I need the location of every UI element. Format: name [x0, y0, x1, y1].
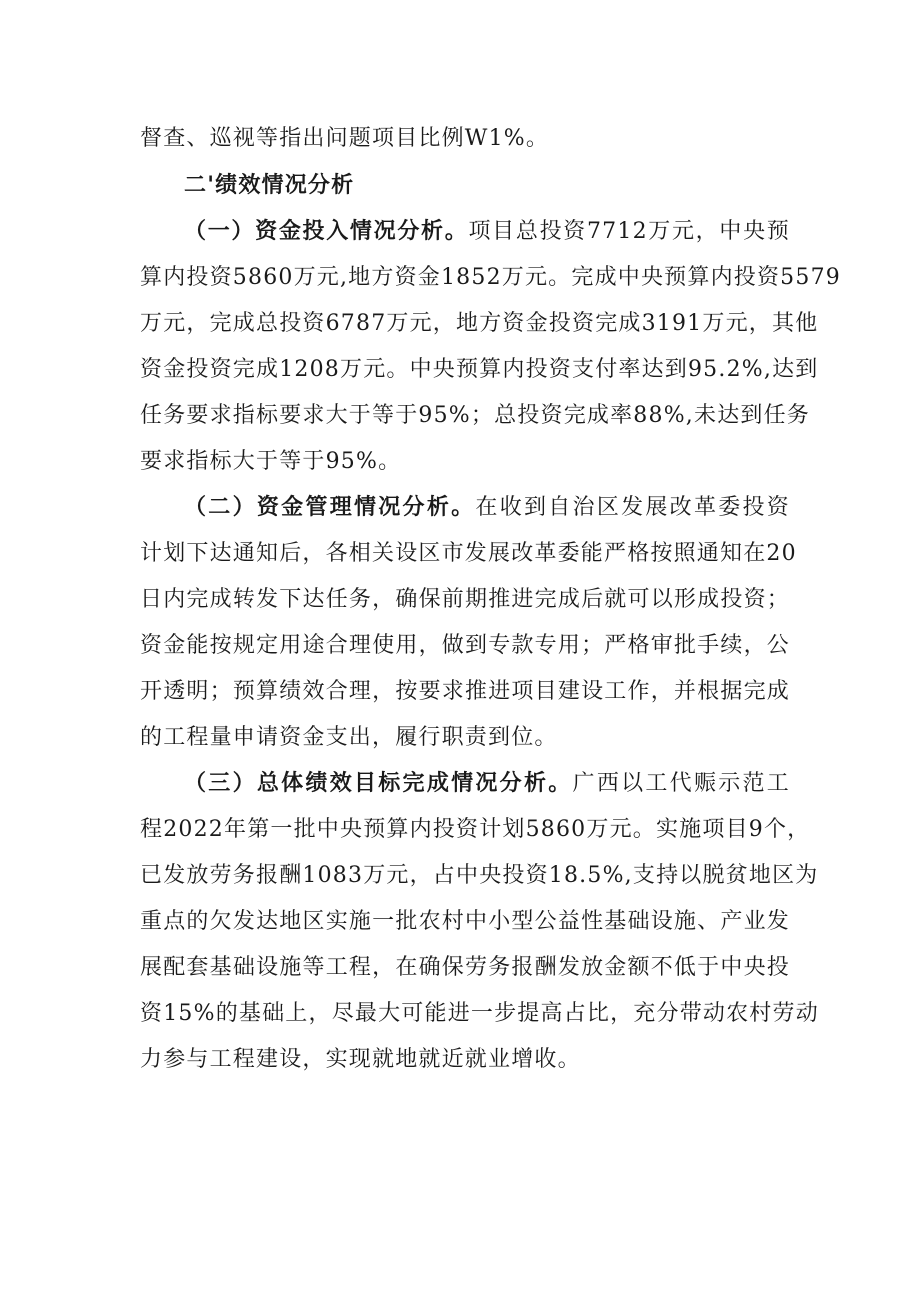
- section-heading: 二'绩效情况分析: [184, 173, 355, 198]
- paragraph-1-line: 任务要求指标要求大于等于95%；总投资完成率88%,未达到任务: [140, 403, 810, 428]
- paragraph-3-line: 重点的欠发达地区实施一批农村中小型公益性基础设施、产业发: [140, 909, 790, 934]
- paragraph-1-line: 算内投资5860万元,地方资金1852万元。完成中央预算内投资5579: [140, 265, 841, 290]
- paragraph-3-line: 展配套基础设施等工程，在确保劳务报酬发放金额不低于中央投: [140, 955, 790, 980]
- paragraph-1-lead: （一）资金投入情况分析。: [184, 219, 469, 244]
- paragraph-2-lead: （二）资金管理情况分析。: [184, 495, 476, 520]
- paragraph-2-line: 的工程量申请资金支出，履行职责到位。: [140, 725, 558, 750]
- paragraph-1-first-text: 项目总投资7712万元，中央预: [468, 219, 790, 244]
- paragraph-3-line: 程2022年第一批中央预算内投资计划5860万元。实施项目9个，: [140, 817, 811, 842]
- paragraph-2-line: 资金能按规定用途合理使用，做到专款专用；严格审批手续，公: [140, 633, 790, 658]
- paragraph-3-lead: （三）总体绩效目标完成情况分析。: [184, 771, 573, 796]
- paragraph-3-line: 资15%的基础上，尽最大可能进一步提高占比，充分带动农村劳动: [140, 1001, 819, 1026]
- paragraph-3-line: 已发放劳务报酬1083万元，占中央投资18.5%,支持以脱贫地区为: [140, 863, 819, 888]
- paragraph-2-first-line: [184, 493, 790, 523]
- paragraph-1-line: 资金投资完成1208万元。中央预算内投资支付率达到95.2%,达到: [140, 357, 819, 382]
- paragraph-1-line: 万元，完成总投资6787万元，地方资金投资完成3191万元，其他: [140, 311, 819, 336]
- paragraph-2-line: 计划下达通知后，各相关设区市发展改革委能严格按照通知在20: [140, 541, 797, 566]
- paragraph-3-first-line: [184, 769, 790, 799]
- intro-line: 督查、巡视等指出问题项目比例W1%。: [140, 126, 550, 151]
- paragraph-1-line: 要求指标大于等于95%。: [140, 449, 402, 474]
- paragraph-2-line: 开透明；预算绩效合理，按要求推进项目建设工作，并根据完成: [140, 679, 790, 704]
- paragraph-3-line: 力参与工程建设，实现就地就近就业增收。: [140, 1047, 581, 1072]
- paragraph-3-first-text: 广西以工代赈示范工: [572, 771, 790, 796]
- paragraph-2-first-text: 在收到自治区发展改革委投资: [475, 495, 790, 520]
- paragraph-1-first-line: [184, 217, 790, 247]
- paragraph-2-line: 日内完成转发下达任务，确保前期推进完成后就可以形成投资；: [140, 587, 790, 612]
